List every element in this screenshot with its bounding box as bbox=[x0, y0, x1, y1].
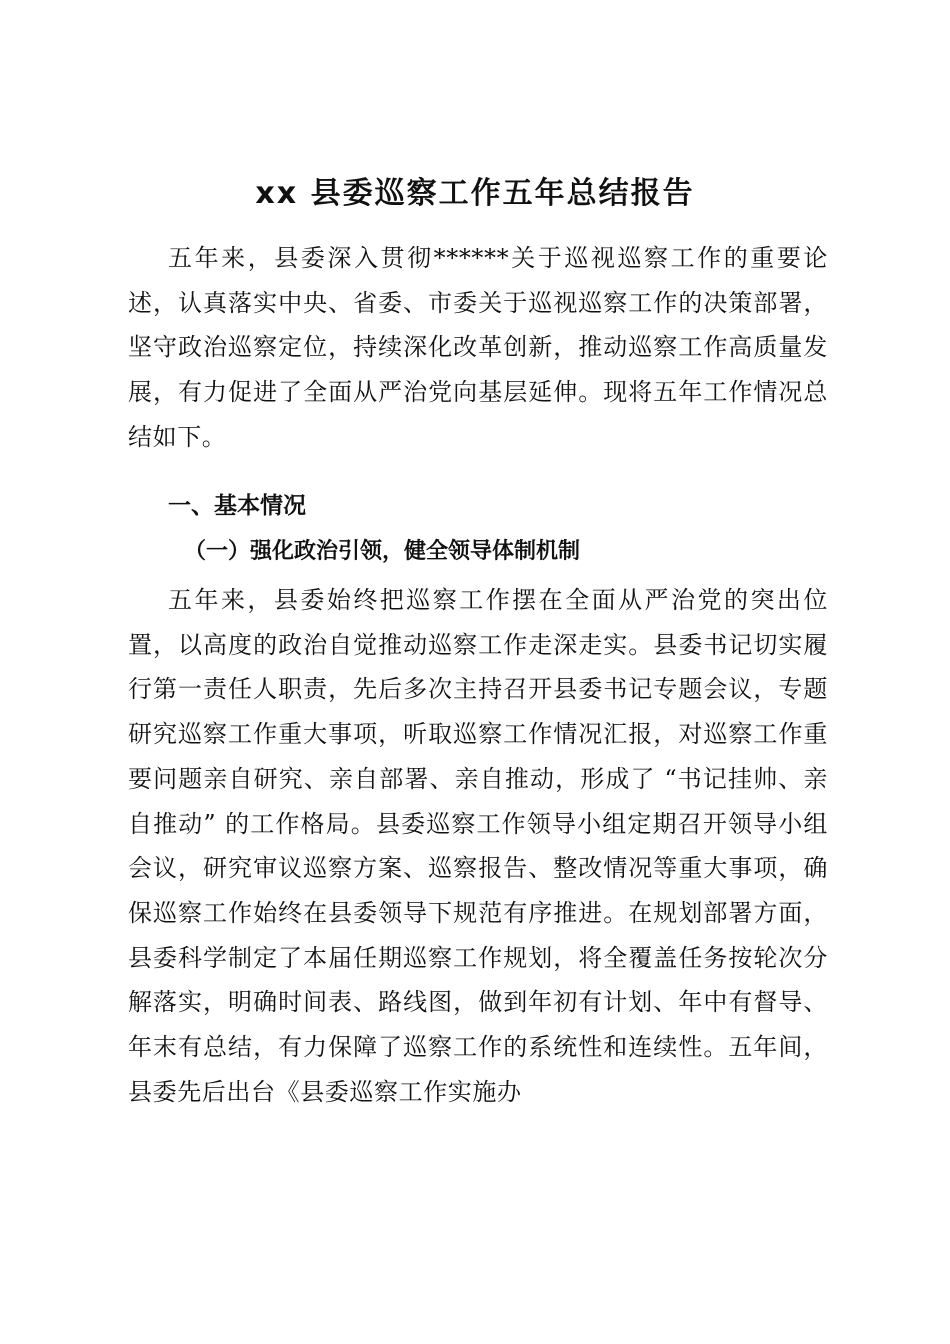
section-heading-basic: 一、基本情况 bbox=[168, 493, 306, 519]
intro-paragraph: 五年来，县委深入贯彻******关于巡视巡察工作的重要论述，认真落实中央、省委、市委关于巡视巡察工作的决策部署，坚守政治巡察定位，持续深化改革创新，推动巡察工作高质量发展，有力促进了全面从严治党向基层延伸。现将五年工作情况总结如下。 bbox=[128, 244, 828, 451]
section-paragraph: 五年来，县委始终把巡察工作摆在全面从严治党的突出位置，以高度的政治自觉推动巡察工作走深走实。县委书记切实履行第一责任人职责，先后多次主持召开县委书记专题会议，专题研究巡察工作重大事项，听取巡察工作情况汇报，对巡察工作重要问题亲自研究、亲自部署、亲自推动，形成了 “书记挂帅、亲自推动” 的工作格局。县委巡察工作领导小组定期召开领导小组会议，研究审议巡察方案、巡察报告、整改情况等重大事项，确保巡察工作始终在县委领导下规范有序推进。在规划部署方面，县委科学制定了本届任期巡察工作规划，将全覆盖任务按轮次分解落实，明确时间表、路线图，做到年初有计划、年中有督导、年末有总结，有力保障了巡察工作的系统性和连续性。五年间，县委先后出台《县委巡察工作实施办 bbox=[128, 586, 828, 1106]
intro-section bbox=[128, 236, 828, 460]
subsection-body bbox=[128, 578, 828, 1114]
subsection-heading-1: （一）强化政治引领，健全领导体制机制 bbox=[184, 539, 581, 564]
document-title: xx 县委巡察工作五年总结报告 bbox=[255, 176, 695, 211]
